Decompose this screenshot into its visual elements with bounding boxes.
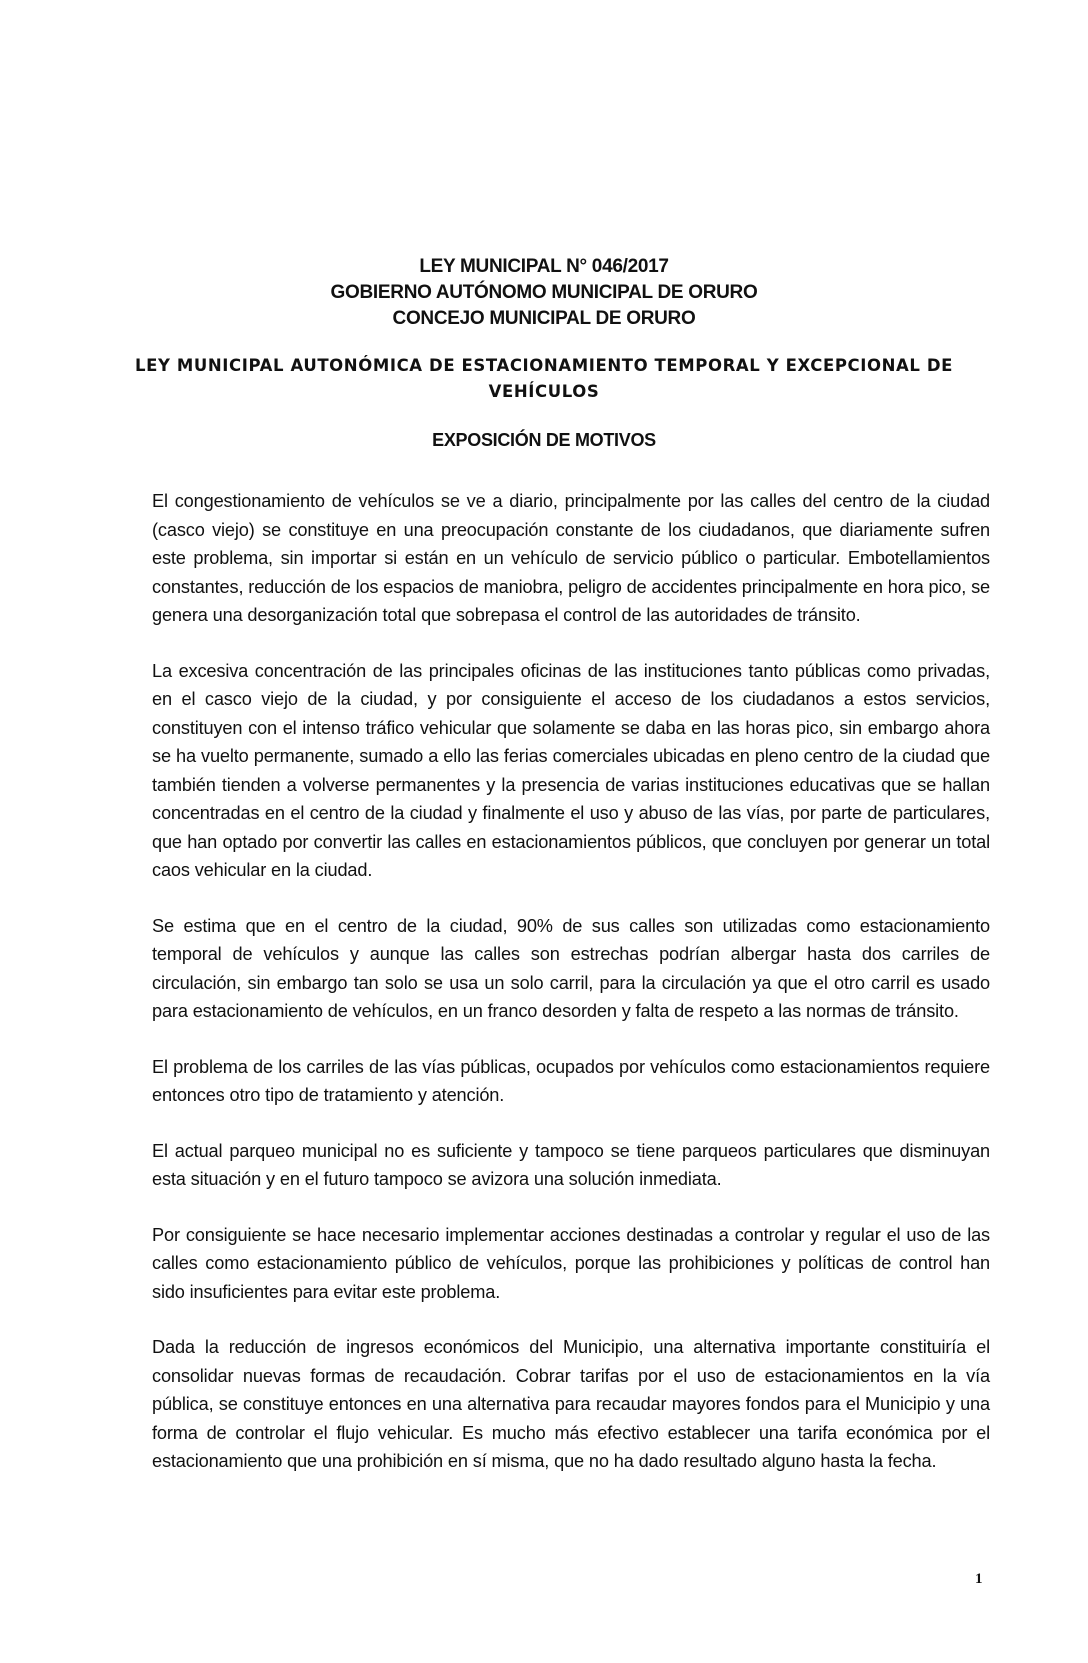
law-title: LEY MUNICIPAL AUTONÓMICA DE ESTACIONAMIENTO TEMPORAL Y EXCEPCIONAL DE VEHÍCULOS [134, 356, 954, 401]
paragraph: Dada la reducción de ingresos económicos del Municipio, una alternativa importante constituiría el consolidar nuevas formas de recaudación. Cobrar tarifas por el uso de estacionamientos en la vía pública, se constituye entonces en una alternativa para recaudar mayores fondos para el Municipio y una forma de controlar el flujo vehicular. Es mucho más efectivo establecer una tarifa económica por el estacionamiento que una prohibición en sí misma, que no ha dado resultado alguno hasta la fecha. [152, 1337, 990, 1471]
section-heading: EXPOSICIÓN DE MOTIVOS [432, 430, 656, 450]
document-body [152, 487, 990, 1503]
paragraph: Se estima que en el centro de la ciudad, 90% de sus calles son utilizadas como estacionamiento temporal de vehículos y aunque las calles son estrechas podrían albergar hasta dos carriles de circulación, sin embargo tan solo se usa un solo carril, para la circulación ya que el otro carril es usado para estacionamiento de vehículos, en un franco desorden y falta de respeto a las normas de tránsito. [152, 915, 990, 1021]
paragraph: La excesiva concentración de las principales oficinas de las instituciones tanto públicas como privadas, en el casco viejo de la ciudad, y por consiguiente el acceso de los ciudadanos a estos servicios, constituyen con el intenso tráfico vehicular que solamente se daba en las horas pico, sin embargo ahora se ha vuelto permanente, sumado a ello las ferias comerciales ubicadas en pleno centro de la ciudad que también tienden a volverse permanentes y la presencia de varias instituciones educativas que se hallan concentradas en el centro de la ciudad y finalmente el uso y abuso de las vías, por parte de particulares, que han optado por convertir las calles en estacionamientos públicos, que concluyen por generar un total caos vehicular en la ciudad. [152, 660, 990, 880]
law-number: LEY MUNICIPAL N° 046/2017 [419, 256, 669, 277]
document-header [0, 254, 1088, 332]
council-name: CONCEJO MUNICIPAL DE ORURO [392, 308, 696, 329]
paragraph: Por consiguiente se hace necesario implementar acciones destinadas a controlar y regular el uso de las calles como estacionamiento público de vehículos, porque las prohibiciones y políticas de control han sido insuficientes para evitar este problema. [152, 1224, 990, 1302]
paragraph: El actual parqueo municipal no es suficiente y tampoco se tiene parqueos particulares que disminuyan esta situación y en el futuro tampoco se avizora una solución inmediata. [152, 1140, 990, 1189]
government-name: GOBIERNO AUTÓNOMO MUNICIPAL DE ORURO [330, 282, 758, 303]
paragraph: El problema de los carriles de las vías públicas, ocupados por vehículos como estacionamientos requiere entonces otro tipo de tratamiento y atención. [152, 1056, 990, 1105]
page-number: 1 [975, 1571, 983, 1587]
paragraph: El congestionamiento de vehículos se ve a diario, principalmente por las calles del centro de la ciudad (casco viejo) se constituye en una preocupación constante de los ciudadanos, que diariamente sufren este problema, sin importar si están en un vehículo de servicio público o particular. Embotellamientos constantes, reducción de los espacios de maniobra, peligro de accidentes principalmente en hora pico, se genera una desorganización total que sobrepasa el control de las autoridades de tránsito. [152, 491, 990, 625]
